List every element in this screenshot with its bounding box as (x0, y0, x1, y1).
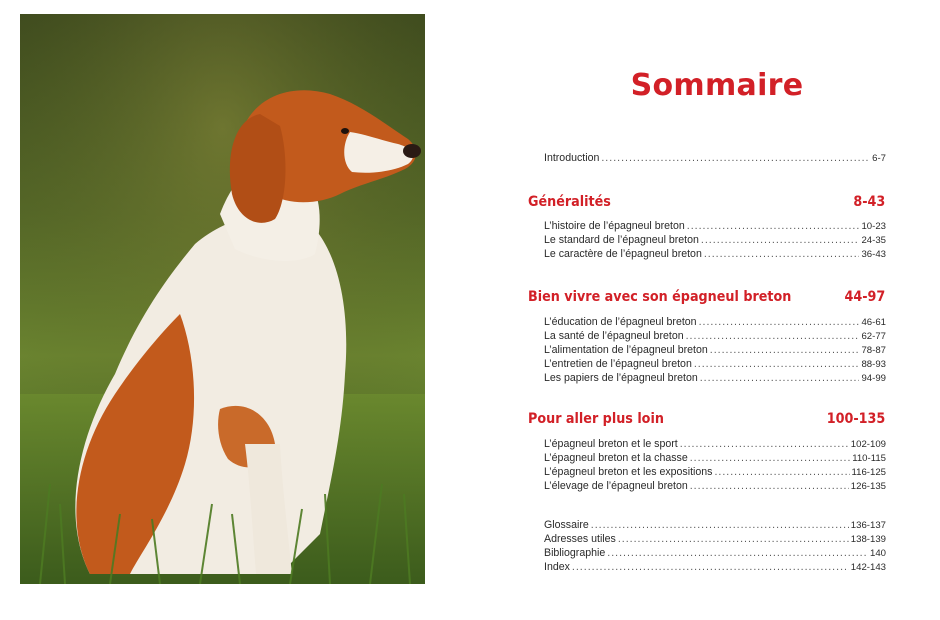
table-of-contents (528, 0, 886, 620)
toc-entry-label: Le caractère de l’épagneul breton (544, 248, 702, 260)
toc-entry[interactable] (544, 316, 886, 330)
leader-dots (710, 344, 860, 358)
toc-entry[interactable] (544, 220, 886, 234)
toc-entry-pages: 110-115 (852, 453, 886, 464)
leader-dots (700, 372, 860, 386)
leader-dots (701, 234, 860, 248)
section-pages: 44-97 (844, 289, 886, 305)
toc-entry-pages: 102-109 (850, 439, 886, 450)
toc-entry-label: La santé de l’épagneul breton (544, 330, 684, 342)
toc-entry[interactable] (544, 234, 886, 248)
page-title: Sommaire (630, 68, 804, 103)
toc-entry-label: L’alimentation de l’épagneul breton (544, 344, 708, 356)
toc-entry-label: L’entretien de l’épagneul breton (544, 358, 692, 370)
toc-entry-label: L’histoire de l’épagneul breton (544, 220, 685, 232)
toc-entry-pages: 142-143 (850, 562, 886, 573)
toc-entry[interactable] (544, 344, 886, 358)
toc-entry-pages: 24-35 (861, 235, 886, 246)
section-heading-generalites[interactable] (528, 194, 885, 210)
toc-entry-label: Glossaire (544, 519, 589, 531)
leader-dots (680, 438, 849, 452)
toc-entry-pages: 62-77 (861, 331, 886, 342)
toc-entry[interactable] (544, 452, 886, 466)
toc-entry[interactable] (544, 466, 886, 480)
section-heading-pour-aller-plus-loin[interactable] (528, 411, 885, 427)
toc-entry[interactable] (544, 480, 886, 494)
toc-entry-pages: 6-7 (872, 153, 886, 164)
dog-photo (20, 14, 425, 584)
toc-entry-pages: 36-43 (861, 249, 886, 260)
section-heading-bien-vivre[interactable] (528, 289, 885, 305)
toc-entry-glossaire[interactable] (544, 519, 886, 533)
section-title: Pour aller plus loin (528, 411, 664, 427)
leader-dots (699, 316, 860, 330)
toc-entry-pages: 78-87 (861, 345, 886, 356)
toc-entry-label: L’épagneul breton et les expositions (544, 466, 713, 478)
section-pages: 8-43 (853, 194, 886, 210)
toc-entry[interactable] (544, 372, 886, 386)
toc-entry-label: Index (544, 561, 570, 573)
toc-entry[interactable] (544, 330, 886, 344)
toc-entry-label: Bibliographie (544, 547, 606, 559)
toc-entry-pages: 140 (869, 548, 886, 559)
brittany-spaniel-illustration (20, 14, 425, 584)
toc-entry-bibliographie[interactable] (544, 547, 886, 561)
section-pages: 100-135 (826, 411, 886, 427)
toc-entry-label: L’éducation de l’épagneul breton (544, 316, 697, 328)
section-title: Bien vivre avec son épagneul breton (528, 289, 792, 305)
leader-dots (690, 452, 850, 466)
toc-entry[interactable] (544, 438, 886, 452)
toc-entry-label: Les papiers de l’épagneul breton (544, 372, 698, 384)
toc-entry-index[interactable] (544, 561, 886, 575)
leader-dots (690, 480, 849, 494)
toc-entry-pages: 136-137 (850, 520, 886, 531)
toc-entry[interactable] (544, 248, 886, 262)
leader-dots (601, 152, 870, 166)
toc-entry-label: L’élevage de l’épagneul breton (544, 480, 688, 492)
toc-entry-label: Le standard de l’épagneul breton (544, 234, 699, 246)
toc-entry-pages: 116-125 (851, 467, 886, 478)
toc-entry-label: Introduction (544, 152, 600, 164)
leader-dots (572, 561, 849, 575)
toc-entry[interactable] (544, 358, 886, 372)
toc-entry-pages: 10-23 (861, 221, 886, 232)
section-title: Généralités (528, 194, 611, 210)
toc-entry-pages: 126-135 (850, 481, 886, 492)
leader-dots (704, 248, 860, 262)
leader-dots (591, 519, 849, 533)
toc-entry-adresses-utiles[interactable] (544, 533, 886, 547)
toc-entry-pages: 138-139 (850, 534, 886, 545)
toc-entry-pages: 46-61 (861, 317, 886, 328)
leader-dots (607, 547, 868, 561)
leader-dots (694, 358, 860, 372)
toc-entry-label: L’épagneul breton et la chasse (544, 452, 688, 464)
leader-dots (687, 220, 860, 234)
leader-dots (686, 330, 860, 344)
toc-entry-pages: 94-99 (861, 373, 886, 384)
toc-entry-label: L’épagneul breton et le sport (544, 438, 678, 450)
toc-entry-introduction[interactable] (544, 152, 886, 166)
toc-entry-label: Adresses utiles (544, 533, 616, 545)
toc-entry-pages: 88-93 (861, 359, 886, 370)
leader-dots (618, 533, 849, 547)
leader-dots (714, 466, 849, 480)
